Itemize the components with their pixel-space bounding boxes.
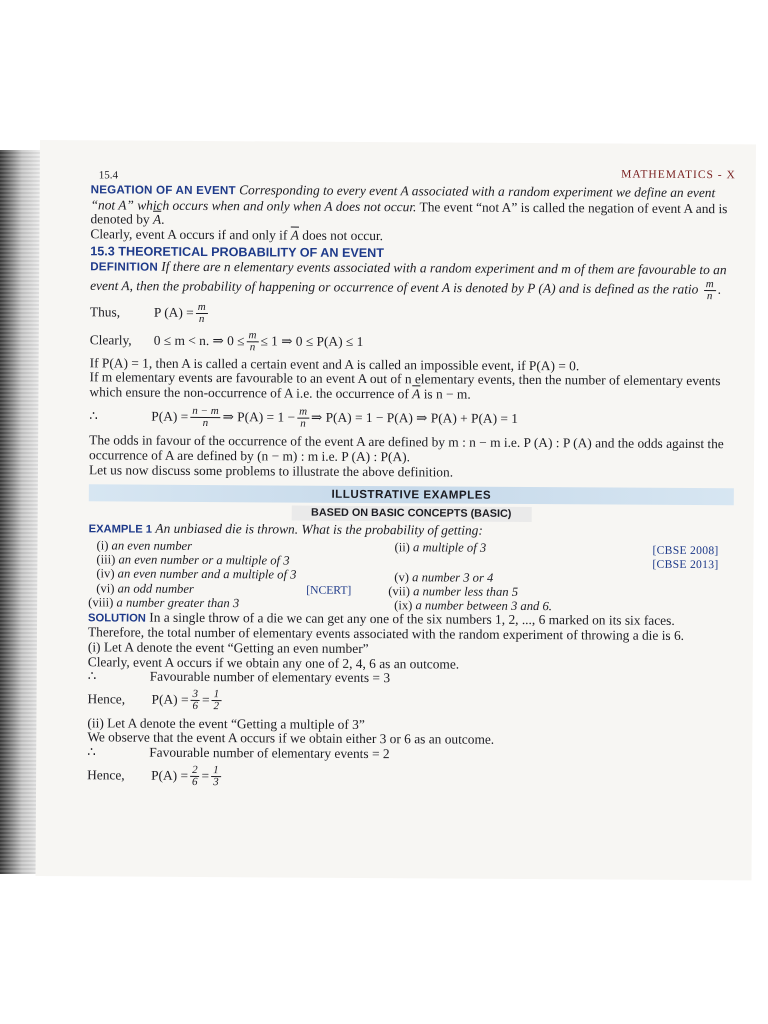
part-i-probability xyxy=(87,686,732,718)
equals-sign: = xyxy=(201,768,210,784)
solution-text: In a single throw of a die we can get any one of the six numbers 1, 2, ..., 6 marked on its six faces. Therefore, the total number of elementary events associated with the random experiment of throwing a die is 6. xyxy=(87,609,685,644)
part-text: an even number xyxy=(111,538,193,553)
hence-label: Hence, xyxy=(87,767,125,783)
fraction-1-2 xyxy=(212,689,222,712)
negation-label: NEGATION OF AN EVENT xyxy=(90,183,236,198)
fraction-numerator: 1 xyxy=(211,765,221,777)
fraction-denominator: n xyxy=(198,313,205,326)
a-bar-symbol: $\overline{A}$ xyxy=(290,227,299,243)
probability-lhs: P(A) = xyxy=(151,767,189,784)
fraction-numerator: m xyxy=(297,406,309,418)
list-item xyxy=(96,538,192,553)
illustrative-examples-banner: ILLUSTRATIVE EXAMPLES xyxy=(89,484,734,505)
fraction-denominator: 2 xyxy=(213,700,220,713)
fraction-numerator: m xyxy=(704,279,716,291)
a-bar-symbol: $\overline{A}$ xyxy=(152,211,162,227)
non-occurrence-paragraph xyxy=(89,370,734,403)
example-1-parts xyxy=(88,538,733,614)
complement-fraction-2 xyxy=(297,406,309,429)
example-1-label: EXAMPLE 1 xyxy=(88,523,153,536)
part-number: (ii) xyxy=(394,539,410,554)
fraction-numerator: 3 xyxy=(191,689,201,701)
fraction-denominator: n xyxy=(706,289,713,302)
fraction-denominator: n xyxy=(202,416,209,429)
thus-lhs: P (A) = xyxy=(153,304,194,321)
part-text: a number between 3 and 6. xyxy=(415,598,552,613)
part-text: a multiple of 3 xyxy=(413,540,487,555)
negation-clearly xyxy=(90,227,735,246)
list-item xyxy=(96,566,296,582)
complement-mid: ⇒ P(A) = 1 − xyxy=(222,409,296,425)
list-item xyxy=(394,598,552,614)
list-item xyxy=(394,570,493,585)
part-i-favourable xyxy=(88,669,733,688)
section-title: 15.3 THEORETICAL PROBABILITY OF AN EVENT xyxy=(90,244,385,261)
list-item xyxy=(388,584,518,599)
fraction-denominator: 3 xyxy=(213,776,219,789)
thus-label: Thus, xyxy=(89,304,121,320)
therefore-symbol: ∴ xyxy=(87,744,96,760)
fraction-denominator: 6 xyxy=(191,775,198,788)
thus-equation xyxy=(90,300,735,330)
a-bar-symbol: $\overline{A}$ xyxy=(412,386,421,402)
negation-text: Corresponding to every event A associated with a random experiment we define an event “not A” which occurs when and only when A does not occur. xyxy=(90,182,716,214)
page-header xyxy=(91,160,736,186)
favourable-text: Favourable number of elementary events = 2 xyxy=(149,744,390,762)
book-title: MATHEMATICS - X xyxy=(621,168,736,182)
part-ii-line-1: (ii) Let A denote the event “Getting a multiple of 3” xyxy=(87,714,365,732)
page-content xyxy=(87,160,736,795)
part-number: (vii) xyxy=(388,583,410,598)
negation-paragraph: NEGATION OF AN EVENT Corresponding to every event A associated with a random experiment we define an event “not A” which occurs when and only when A does not occur. The event “not A” is called the negation of event A and is denoted by $\overline{A}$. xyxy=(90,182,728,227)
part-text: a number less than 5 xyxy=(413,584,519,599)
part-number: (vi) xyxy=(96,581,115,596)
part-i-line-2: Clearly, event A occurs if we obtain any one of 2, 4, 6 as an outcome. xyxy=(87,653,460,672)
probability-lhs: P(A) = xyxy=(151,692,189,708)
part-text: an even number or a multiple of 3 xyxy=(118,552,290,568)
cbse-2013-tag: [CBSE 2013] xyxy=(652,557,719,571)
definition-text: If there are n elementary events associated with a random experiment and m of them are favourable to an event A, then the probability of happening or occurrence of event A is denoted by P (A) and is defined as the ratio xyxy=(90,258,727,297)
part-text: a number 3 or 4 xyxy=(412,570,494,585)
thus-fraction xyxy=(196,302,208,325)
therefore-symbol: ∴ xyxy=(87,668,97,684)
list-item xyxy=(394,540,486,555)
fraction-denominator: n xyxy=(249,341,256,354)
complement-equation xyxy=(89,402,734,436)
certain-event-line: If P(A) = 1, then A is called a certain event and A is called an impossible event, if P(A) = 0. xyxy=(89,354,580,373)
fraction-numerator: m xyxy=(196,302,208,314)
list-item xyxy=(88,595,239,611)
page-number: 15.4 xyxy=(98,169,119,182)
complement-fraction xyxy=(190,406,221,429)
part-number: (viii) xyxy=(88,595,114,610)
therefore-symbol: ∴ xyxy=(89,408,98,424)
fraction-1-3 xyxy=(211,765,221,788)
clearly-eq-b: ≤ 1 ⇒ 0 ≤ P(A) ≤ 1 xyxy=(260,333,364,350)
complement-lhs: P(A) = xyxy=(151,408,189,424)
definition-label: DEFINITION xyxy=(90,260,158,274)
part-text: an odd number xyxy=(117,581,194,596)
complement-rest: ⇒ P(A) = 1 − P(A) ⇒ P(A) + P(A) = 1 xyxy=(310,409,519,426)
fraction-numerator: 1 xyxy=(212,689,222,701)
part-text: an even number and a multiple of 3 xyxy=(117,566,297,582)
part-number: (v) xyxy=(394,569,410,584)
part-text: a number greater than 3 xyxy=(116,595,240,610)
part-ii-favourable xyxy=(87,745,732,764)
part-ii-line-2: We observe that the event A occurs if we obtain either 3 or 6 as an outcome. xyxy=(87,729,495,748)
fraction-numerator: m xyxy=(247,330,259,342)
fraction-numerator: 2 xyxy=(190,765,200,777)
fraction-2-6 xyxy=(190,765,200,788)
non-occurrence-text: If m elementary events are favourable to an event A out of n elementary events, then the number of elementary events which ensure the non-occurrence of A i.e. the occurrence of xyxy=(89,369,721,402)
fraction-denominator: 6 xyxy=(192,700,199,713)
fraction-3-6 xyxy=(190,689,200,712)
ratio-fraction xyxy=(704,279,716,302)
definition-paragraph: DEFINITION If there are n elementary events associated with a random experiment and m of them are favourable to an event A, then the probability of happening or occurrence of event A is denoted by P (A) and is defined as the ratio $\frac{m}{n}$ . xyxy=(90,258,727,302)
equals-sign: = xyxy=(201,692,210,708)
part-number: (ix) xyxy=(394,597,413,613)
clearly-inequality xyxy=(90,328,735,358)
part-i-line-1: (i) Let A denote the event “Getting an even number” xyxy=(87,639,369,656)
basic-concepts-banner: BASED ON BASIC CONCEPTS (BASIC) xyxy=(291,506,531,522)
negation-text-2: The event “not A” is called the negation of event A and is denoted by xyxy=(90,198,728,227)
example-1-text: An unbiased die is thrown. What is the probability of getting: xyxy=(155,520,483,538)
non-occurrence-end: is n − m. xyxy=(423,386,471,402)
discuss-line: Let us now discuss some problems to illustrate the above definition. xyxy=(88,461,454,480)
solution-label: SOLUTION xyxy=(88,612,146,625)
ncert-tag: [NCERT] xyxy=(306,583,352,597)
clearly-eq-a: 0 ≤ m < n. ⇒ 0 ≤ xyxy=(153,332,245,349)
part-number: (iii) xyxy=(96,552,116,567)
hence-label: Hence, xyxy=(87,691,126,707)
negation-clearly-end: does not occur. xyxy=(302,227,384,243)
part-ii-probability xyxy=(87,762,732,794)
cbse-2008-tag: [CBSE 2008] xyxy=(652,543,719,557)
part-number: (iv) xyxy=(96,566,115,581)
odds-paragraph: The odds in favour of the occurrence of the event A are defined by m : n − m i.e. P (A) : P (A) and the odds against the occurrence of A are defined by (n − m) : m i.e. P (A) : P(A). xyxy=(89,432,724,465)
part-number: (i) xyxy=(96,538,109,553)
fraction-denominator: n xyxy=(300,417,306,430)
list-item xyxy=(96,581,194,596)
book-page-edge xyxy=(0,150,40,874)
negation-clearly-text: Clearly, event A occurs if and only if xyxy=(90,226,288,243)
favourable-text: Favourable number of elementary events = 3 xyxy=(149,668,391,686)
fraction-numerator: n − m xyxy=(190,406,220,418)
clearly-fraction xyxy=(246,330,258,353)
textbook-page xyxy=(36,140,756,880)
clearly-label: Clearly, xyxy=(89,332,132,348)
